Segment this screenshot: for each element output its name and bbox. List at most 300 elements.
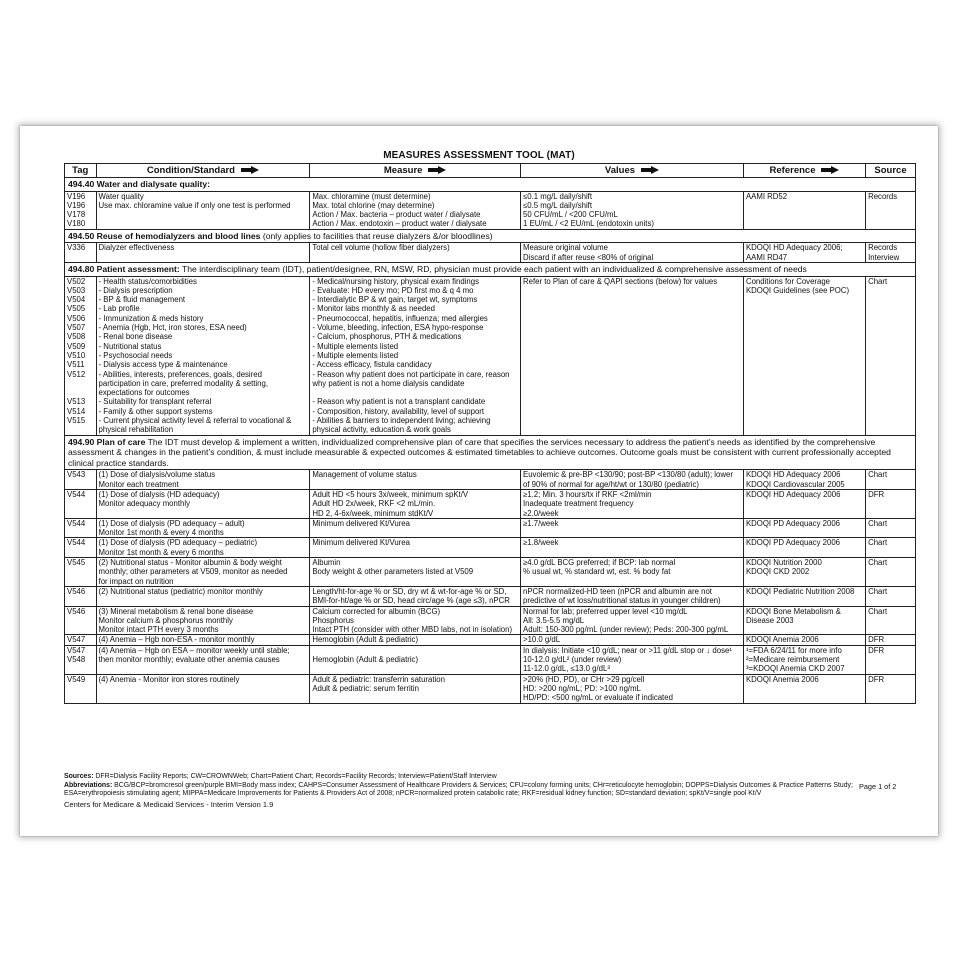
table-header-row <box>65 164 916 178</box>
table-row <box>65 558 916 587</box>
header-condition: Condition/Standard <box>96 164 310 178</box>
cell-condition <box>96 489 310 518</box>
cell-text: Chart <box>868 586 888 596</box>
cell-text: V546 <box>67 606 86 616</box>
cell-measure <box>310 489 521 518</box>
cell-text: - Abilities & barriers to independent living; achieving <box>312 416 491 426</box>
cell-text: DFR <box>868 635 885 645</box>
cell-text: Minimum delivered Kt/Vurea <box>312 518 410 528</box>
cell-text: - Dialysis prescription <box>98 285 173 295</box>
cell-reference <box>743 606 865 635</box>
cell-condition <box>96 645 310 674</box>
cell-text: Dialyzer effectiveness <box>98 243 175 253</box>
cell-text: - Health status/comorbidities <box>98 276 197 286</box>
abbreviations-line: Abbreviations: BCG/BCP=bromcresol green/purple BMI=Body mass index; CAHPS=Consumer Assessment of Healthcare Providers & Services; CFU=colony forming units; CHr=reticulocyte hemoglobin; DOPPS=Dialysis Outcomes & Practice Patterns Study; ESA=erythropoiesis stimulating agent; MIPPA=Medicare Improvements for Patients & Providers Act of 2008; nPCR=normalized protein catabolic rate; RKF=residual kidney function; SD=standard deviation; spKt/V=single pool Kt/V <box>64 781 853 798</box>
cell-text: Conditions for Coverage <box>745 276 831 286</box>
cell-measure <box>310 586 521 606</box>
cell-tags <box>65 243 97 263</box>
cell-text: Adult: 150-300 pg/mL (under review); Peds: 200-300 pg/mL <box>523 625 729 635</box>
section-header-row <box>65 229 916 243</box>
cell-text: for impact on nutrition <box>98 576 174 586</box>
cell-text: 10-12.0 g/dL² (under review) <box>523 655 622 665</box>
cell-text: - Renal bone disease <box>98 332 173 342</box>
cell-text: V511 <box>67 360 85 370</box>
cell-values <box>521 558 744 587</box>
cell-text: ²=Medicare reimbursement <box>745 655 840 665</box>
cell-text: Phosphorus <box>312 615 354 625</box>
cell-text: V510 <box>67 350 86 360</box>
cell-text: Chart <box>868 606 888 616</box>
cell-text: AAMI RD52 <box>745 191 788 201</box>
cell-reference <box>743 489 865 518</box>
section-header <box>65 178 916 192</box>
cell-text: KDOQI Anemia 2006 <box>745 635 819 645</box>
cell-text: - Reason why patient is not a transplant candidate <box>312 397 486 407</box>
cell-text: - Interdialytic BP & wt gain, target wt, symptoms <box>312 295 478 305</box>
cell-measure <box>310 191 521 229</box>
cell-reference <box>743 558 865 587</box>
cell-measure <box>310 606 521 635</box>
cell-text: nPCR normalized-HD teen (nPCR and albumin are not <box>523 586 712 596</box>
cell-text: predictive of wt loss/nutritional status in younger children) <box>523 596 721 606</box>
cell-tags <box>65 191 97 229</box>
cell-source <box>866 558 916 587</box>
cell-text: ≥4.0 g/dL BCG preferred; if BCP: lab normal <box>523 558 676 568</box>
cell-text: ≤0.1 mg/L daily/shift <box>523 191 593 201</box>
cell-text: V178 <box>67 210 86 220</box>
cell-text <box>312 388 518 397</box>
cell-values <box>521 489 744 518</box>
cell-text: Refer to Plan of care & QAPI sections (below) for values <box>523 276 718 286</box>
cell-text: V547 <box>67 645 86 655</box>
cell-text: KDOQI HD Adequacy 2006; <box>745 243 843 253</box>
cell-text: DFR <box>868 489 885 499</box>
cell-text: Intact PTH (consider with other MBD labs, not in isolation) <box>312 625 513 635</box>
section-title: 494.50 Reuse of hemodialyzers and blood lines <box>68 230 261 241</box>
cell-text: Length/ht-for-age % or SD, dry wt & wt-for-age % or SD, <box>312 586 507 596</box>
cell-text: V514 <box>67 406 86 416</box>
cell-text: Adult & pediatric: transferrin saturation <box>312 674 445 684</box>
cell-text: KDOQI CKD 2002 <box>745 567 810 577</box>
cell-text: - Calcium, phosphorus, PTH & medications <box>312 332 462 342</box>
cell-source <box>866 470 916 490</box>
cell-text: Monitor each treatment <box>98 479 179 489</box>
cell-text: - Suitability for transplant referral <box>98 397 212 407</box>
cell-text: Action / Max. endotoxin – product water / dialysate <box>312 219 487 229</box>
table-row <box>65 674 916 703</box>
cell-text: - Multiple elements listed <box>312 341 399 351</box>
cell-text: Chart <box>868 558 888 568</box>
cell-text: physical activity, education & work goals <box>312 425 451 435</box>
cell-source <box>866 645 916 674</box>
cell-text: KDOQI Nutrition 2000 <box>745 558 822 568</box>
cell-text: - Pneumococcal, hepatitis, influenza; med allergies <box>312 313 488 323</box>
cell-condition <box>96 558 310 587</box>
mat-table <box>64 163 916 704</box>
cell-text: V196 <box>67 191 86 201</box>
cell-text: (1) Dose of dialysis/volume status <box>98 470 216 480</box>
section-header <box>65 262 916 276</box>
cell-text: BMI-for-ht/age % or SD, head circ/age % (age ≤3), nPCR <box>312 596 510 606</box>
cell-text: Monitor adequacy monthly <box>98 499 190 509</box>
cell-reference <box>743 586 865 606</box>
cell-text: HD 2, 4-6x/week, minimum stdKt/V <box>312 508 434 518</box>
cell-reference <box>743 674 865 703</box>
cell-text: Discard if after reuse <80% of original <box>523 252 654 262</box>
cell-condition <box>96 518 310 538</box>
section-header-row <box>65 435 916 470</box>
cell-text: KDOQI PD Adequacy 2006 <box>745 518 840 528</box>
cell-text: Monitor 1st month & every 6 months <box>98 547 224 557</box>
cms-version: Centers for Medicare & Medicaid Services - Interim Version 1.9 <box>64 800 274 809</box>
cell-text: (1) Dose of dialysis (PD adequacy – adult) <box>98 518 245 528</box>
cell-text: (3) Mineral metabolism & renal bone disease <box>98 606 254 616</box>
cell-source <box>866 606 916 635</box>
cell-text: V543 <box>67 470 86 480</box>
cell-reference <box>743 276 865 435</box>
cell-text: Chart <box>868 276 888 286</box>
cell-text: KDOQI Pediatric Nutrition 2008 <box>745 586 855 596</box>
cell-text: Minimum delivered Kt/Vurea <box>312 538 410 548</box>
cell-measure <box>310 276 521 435</box>
cell-measure <box>310 518 521 538</box>
cell-text: participation in care, preferred modality & setting, <box>98 378 268 388</box>
cell-text: Chart <box>868 518 888 528</box>
cell-text: - Immunization & meds history <box>98 313 204 323</box>
cell-text: ¹=FDA 6/24/11 for more info <box>745 645 842 655</box>
cell-text: - Composition, history, availability, level of support <box>312 406 485 416</box>
cell-measure <box>310 645 521 674</box>
cell-text: (4) Anemia – Hgb non-ESA - monitor monthly <box>98 635 255 645</box>
cell-text: - Lab profile <box>98 304 140 314</box>
section-header-row <box>65 178 916 192</box>
cell-text: - Abilities, interests, preferences, goals, desired <box>98 369 262 379</box>
section-title: 494.40 Water and dialysate quality: <box>68 179 211 189</box>
cell-measure <box>310 470 521 490</box>
document-title: MEASURES ASSESSMENT TOOL (MAT) <box>383 150 575 161</box>
cell-text: KDOQI HD Adequacy 2006 <box>745 489 841 499</box>
arrow-right-icon <box>815 165 839 177</box>
cell-tags <box>65 635 97 645</box>
cell-values <box>521 538 744 558</box>
cell-text: >20% (HD, PD), or CHr >29 pg/cell <box>523 674 645 684</box>
document-page <box>20 126 938 836</box>
cell-text: V180 <box>67 219 86 229</box>
cell-source <box>866 674 916 703</box>
cell-text: HD/PD: <500 ng/mL or evaluate if indicated <box>523 693 673 703</box>
cell-tags <box>65 645 97 674</box>
cell-text: - Medical/nursing history, physical exam findings <box>312 276 480 286</box>
cell-text: V547 <box>67 635 86 645</box>
cell-text: V336 <box>67 243 86 253</box>
cell-condition <box>96 538 310 558</box>
cell-condition <box>96 674 310 703</box>
header-reference: Reference <box>743 164 865 178</box>
cell-text: - Evaluate: HD every mo; PD first mo & q 4 mo <box>312 285 474 295</box>
cell-text: Hemoglobin (Adult & pediatric) <box>312 635 419 645</box>
cell-text: - Multiple elements listed <box>312 350 399 360</box>
cell-text <box>67 425 94 434</box>
cell-text: Records <box>868 243 898 253</box>
cell-text: V544 <box>67 518 86 528</box>
cell-text: Normal for lab; preferred upper level <10 mg/dL <box>523 606 688 616</box>
cell-text: HD: >200 ng/mL; PD: >100 ng/mL <box>523 683 641 693</box>
cell-source <box>866 538 916 558</box>
cell-text: V196 <box>67 200 86 210</box>
cell-text: % usual wt, % standard wt, est. % body fat <box>523 567 671 577</box>
table-row <box>65 276 916 435</box>
cell-text: - Reason why patient does not participate in care, reason <box>312 369 510 379</box>
table-row <box>65 645 916 674</box>
cell-text: Disease 2003 <box>745 615 794 625</box>
section-title: 494.80 Patient assessment: <box>68 263 180 274</box>
arrow-right-icon <box>422 165 446 177</box>
cell-text: (1) Dose of dialysis (PD adequacy – pediatric) <box>98 538 258 548</box>
table-row <box>65 243 916 263</box>
cell-tags <box>65 489 97 518</box>
cell-tags <box>65 558 97 587</box>
cell-tags <box>65 470 97 490</box>
table-row <box>65 606 916 635</box>
cell-tags <box>65 518 97 538</box>
cell-text: KDOQI HD Adequacy 2006 <box>745 470 841 480</box>
cell-tags <box>65 606 97 635</box>
cell-text: monthly; other parameters at V509, monitor as needed <box>98 567 288 577</box>
cell-values <box>521 243 744 263</box>
cell-text: DFR <box>868 674 885 684</box>
cell-values <box>521 606 744 635</box>
cell-condition <box>96 635 310 645</box>
cell-condition <box>96 276 310 435</box>
cell-text: (2) Nutritional status (pediatric) monitor monthly <box>98 586 263 596</box>
cell-text: V544 <box>67 489 86 499</box>
cell-values <box>521 470 744 490</box>
cell-source <box>866 635 916 645</box>
cell-text: of 90% of normal for age/ht/wt or 130/80 (pediatric) <box>523 479 699 489</box>
cell-text: V508 <box>67 332 86 342</box>
cell-text: Euvolemic & pre-BP <130/90; post-BP <130/80 (adult); lower <box>523 470 733 480</box>
cell-text: Max. total chlorine (may determine) <box>312 200 435 210</box>
cell-condition <box>96 470 310 490</box>
cell-values <box>521 276 744 435</box>
cell-values <box>521 674 744 703</box>
cell-text: Measure original volume <box>523 243 608 253</box>
cell-text: - Access efficacy, fistula candidacy <box>312 360 432 370</box>
cell-text: V513 <box>67 397 86 407</box>
cell-reference <box>743 243 865 263</box>
cell-text: V548 <box>67 655 86 665</box>
cell-tags <box>65 538 97 558</box>
cell-source <box>866 191 916 229</box>
cell-text: Calcium corrected for albumin (BCG) <box>312 606 441 616</box>
cell-text: Adult & pediatric: serum ferritin <box>312 683 419 693</box>
cell-text: expectations for outcomes <box>98 388 190 398</box>
cell-text: Action / Max. bacteria – product water / dialysate <box>312 210 481 220</box>
sources-line: Sources: DFR=Dialysis Facility Reports; CW=CROWNWeb; Chart=Patient Chart; Records=Facility Records; Interview=Patient/Staff Interview <box>64 773 497 780</box>
cell-text: Chart <box>868 470 888 480</box>
cell-text: >10.0 g/dL <box>523 635 561 645</box>
table-row <box>65 635 916 645</box>
cell-tags <box>65 586 97 606</box>
cell-text: Max. chloramine (must determine) <box>312 191 431 201</box>
cell-source <box>866 276 916 435</box>
cell-source <box>866 518 916 538</box>
arrow-right-icon <box>235 165 259 177</box>
cell-text: Body weight & other parameters listed at V509 <box>312 567 474 577</box>
cell-text: - Monitor labs monthly & as needed <box>312 304 435 314</box>
cell-text: 11-12.0 g/dL, ≤13.0 g/dL³ <box>523 664 610 674</box>
cell-text: - Nutritional status <box>98 341 162 351</box>
cell-text: Monitor 1st month & every 4 months <box>98 528 224 538</box>
cell-values <box>521 518 744 538</box>
cell-text: - Volume, bleeding, infection, ESA hypo-response <box>312 323 484 333</box>
header-source: Source <box>866 164 916 178</box>
cell-text: Adult HD 2x/week, RKF <2 mL/min. <box>312 499 436 509</box>
cell-text: V504 <box>67 295 86 305</box>
table-row <box>65 489 916 518</box>
cell-text: V503 <box>67 285 86 295</box>
cell-values <box>521 645 744 674</box>
cell-text: Records <box>868 191 898 201</box>
cell-text: AAMI RD47 <box>745 252 788 262</box>
section-text: The interdisciplinary team (IDT), patient/designee, RN, MSW, RD, physician must provide each patient with an individualized & comprehensive assessment of needs <box>182 263 807 274</box>
cell-text: V512 <box>67 369 86 379</box>
cell-reference <box>743 645 865 674</box>
table-row <box>65 518 916 538</box>
cell-text: V507 <box>67 323 86 333</box>
arrow-right-icon <box>635 165 659 177</box>
cell-reference <box>743 518 865 538</box>
cell-text: V546 <box>67 586 86 596</box>
cell-text: ≥1.8/week <box>523 538 559 548</box>
cell-text: V549 <box>67 674 86 684</box>
cell-text: Monitor calcium & phosphorus monthly <box>98 615 233 625</box>
cell-text: Inadequate treatment frequency <box>523 499 634 509</box>
cell-condition <box>96 586 310 606</box>
cell-text: then monitor monthly; evaluate other anemia causes <box>98 655 280 665</box>
cell-text: Chart <box>868 538 888 548</box>
cell-reference <box>743 191 865 229</box>
cell-text <box>67 388 94 397</box>
cell-text: DFR <box>868 645 885 655</box>
footer-notes <box>64 773 884 799</box>
section-header <box>65 229 916 243</box>
cell-text: V545 <box>67 558 86 568</box>
cell-text: - Anemia (Hgb, Hct, iron stores, ESA need) <box>98 323 247 333</box>
cell-text: KDOQI Bone Metabolism & <box>745 606 841 616</box>
table-body <box>65 178 916 704</box>
table-row <box>65 538 916 558</box>
cell-text: - BP & fluid management <box>98 295 186 305</box>
section-header <box>65 435 916 470</box>
cell-text: Interview <box>868 252 900 262</box>
cell-text: V502 <box>67 276 86 286</box>
cell-text: (4) Anemia – Hgb on ESA – monitor weekly until stable; <box>98 645 290 655</box>
cell-text: why patient is not a home dialysis candidate <box>312 378 465 388</box>
table-row <box>65 191 916 229</box>
cell-text: KDOQI PD Adequacy 2006 <box>745 538 840 548</box>
cell-text: KDOQI Cardiovascular 2005 <box>745 479 845 489</box>
cell-tags <box>65 276 97 435</box>
cell-text: ³=KDOQI Anemia CKD 2007 <box>745 664 845 674</box>
cell-source <box>866 489 916 518</box>
section-title: 494.90 Plan of care <box>68 436 146 447</box>
cell-source <box>866 586 916 606</box>
header-tag: Tag <box>65 164 97 178</box>
cell-text: Albumin <box>312 558 341 568</box>
section-text: The IDT must develop & implement a written, individualized comprehensive plan of care that specifies the services necessary to address the patient’s needs as identified by the comprehensive assessment & changes in the patient’s condition, & must include measurable & expected outcomes & estimated timetables to achieve outcomes. Outcome goals must be consistent with current professionally accepted clinical practice standards. <box>68 436 891 468</box>
cell-source <box>866 243 916 263</box>
cell-text: V506 <box>67 313 86 323</box>
cell-text: 50 CFU/mL / <200 CFU/mL <box>523 210 618 220</box>
cell-text: Monitor intact PTH every 3 months <box>98 625 219 635</box>
section-text: (only applies to facilities that reuse dialyzers &/or bloodlines) <box>262 230 493 241</box>
cell-text: - Current physical activity level & referral to vocational & <box>98 416 292 426</box>
cell-text: All: 3.5-5.5 mg/dL <box>523 615 585 625</box>
cell-text: Use max. chloramine value if only one test is performed <box>98 200 291 210</box>
cell-text: - Family & other support systems <box>98 406 213 416</box>
cell-values <box>521 191 744 229</box>
cell-text: V544 <box>67 538 86 548</box>
cell-measure <box>310 635 521 645</box>
cell-text: Adult HD <5 hours 3x/week, minimum spKt/V <box>312 489 469 499</box>
cell-text: ≤0.5 mg/L daily/shift <box>523 200 593 210</box>
header-values: Values <box>521 164 744 178</box>
cell-text: (2) Nutritional status - Monitor albumin & body weight <box>98 558 282 568</box>
cell-measure <box>310 243 521 263</box>
cell-text: Management of volume status <box>312 470 417 480</box>
cell-condition <box>96 243 310 263</box>
cell-measure <box>310 538 521 558</box>
cell-text: (1) Dose of dialysis (HD adequacy) <box>98 489 220 499</box>
cell-condition <box>96 191 310 229</box>
cell-text: V515 <box>67 416 86 426</box>
cell-text: KDOQI Guidelines (see POC) <box>745 285 850 295</box>
cell-reference <box>743 538 865 558</box>
cell-text: (4) Anemia - Monitor iron stores routinely <box>98 674 240 684</box>
cell-text: In dialysis: Initiate <10 g/dL; near or >11 g/dL stop or ↓ dose¹ <box>523 645 732 655</box>
cell-measure <box>310 558 521 587</box>
cell-text: Total cell volume (hollow fiber dialyzers) <box>312 243 450 253</box>
cell-text: physical rehabilitation <box>98 425 174 435</box>
cell-measure <box>310 674 521 703</box>
cell-values <box>521 586 744 606</box>
cell-text: ≥1.7/week <box>523 518 559 528</box>
header-measure: Measure <box>310 164 521 178</box>
cell-text: ≥1.2; Min. 3 hours/tx if RKF <2ml/min <box>523 489 652 499</box>
page-number: Page 1 of 2 <box>859 782 897 791</box>
table-row <box>65 470 916 490</box>
cell-tags <box>65 674 97 703</box>
cell-reference <box>743 635 865 645</box>
cell-text: Water quality <box>98 191 144 201</box>
table-row <box>65 586 916 606</box>
cell-text <box>312 646 518 655</box>
cell-text: KDOQI Anemia 2006 <box>745 674 819 684</box>
cell-text: Hemoglobin (Adult & pediatric) <box>312 655 419 665</box>
cell-text: V505 <box>67 304 86 314</box>
cell-text: ≥2.0/week <box>523 508 559 518</box>
cell-text: - Psychosocial needs <box>98 350 173 360</box>
cell-text: - Dialysis access type & maintenance <box>98 360 228 370</box>
cell-text: V509 <box>67 341 86 351</box>
section-header-row <box>65 262 916 276</box>
cell-text: 1 EU/mL / <2 EU/mL (endotoxin units) <box>523 219 654 229</box>
cell-values <box>521 635 744 645</box>
cell-text <box>67 379 94 388</box>
cell-condition <box>96 606 310 635</box>
cell-reference <box>743 470 865 490</box>
